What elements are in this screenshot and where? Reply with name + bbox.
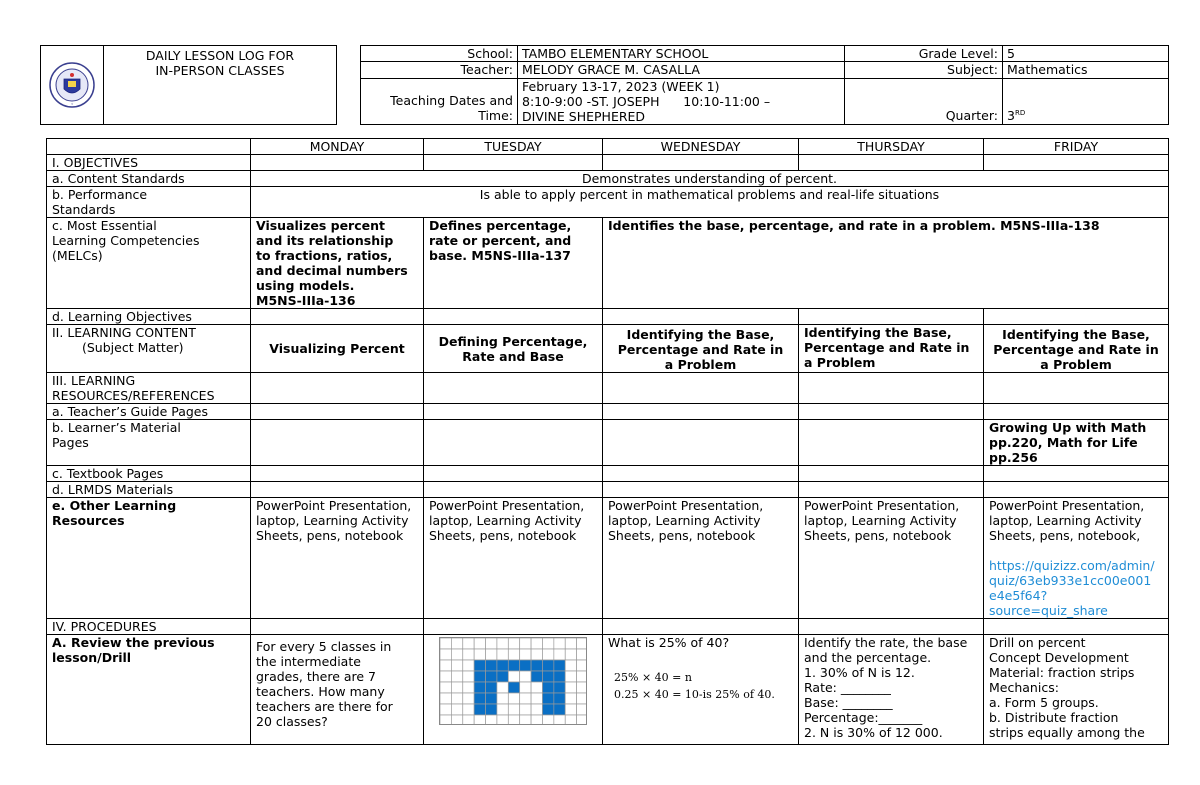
grid-cell [486,682,497,693]
grid-cell [508,660,519,671]
grid-cell [451,649,462,660]
grid-cell [520,649,531,660]
table-row [47,139,1169,155]
other-resources-thursday: PowerPoint Presentation, laptop, Learning Activity Sheets, pens, notebook [799,498,984,619]
grid-cell [531,715,542,725]
grid-cell [451,682,462,693]
melcs-monday: Visualizes percent and its relationship to fractions, ratios, and decimal numbers using models. M5NS-IIIa-136 [251,218,424,309]
content-standards-label: a. Content Standards [47,171,251,187]
learning-objectives-label: d. Learning Objectives [47,309,251,325]
review-wednesday: What is 25% of 40? 25% × 40 = n 0.25 × 40 = 10-is 25% of 40. [603,635,799,745]
dates-value: February 13-17, 2023 (WEEK 1) 8:10-9:00 -ST. JOSEPH 10:10-11:00 – DIVINE SHEPHERED [518,79,845,125]
table-row [47,155,1169,171]
grid-cell [542,715,553,725]
grid-cell [474,693,485,704]
grid-cell [463,682,474,693]
table-row [47,187,1169,218]
grid-cell [577,660,587,671]
grid-cell [508,693,519,704]
grid-cell [463,660,474,671]
svg-text:☼: ☼ [70,102,74,106]
grid-cell [542,693,553,704]
grid-cell [577,649,587,660]
melcs-wed-fri: Identifies the base, percentage, and rate in a problem. M5NS-IIIa-138 [603,218,1169,309]
grid-cell [497,693,508,704]
review-friday: Drill on percent Concept Development Material: fraction strips Mechanics: a. Form 5 groups. b. Distribute fraction strips equally among the [984,635,1169,745]
table-row [47,404,1169,420]
grid-cell [440,660,451,671]
grid-cell [440,638,451,649]
other-resources-wednesday: PowerPoint Presentation, laptop, Learning Activity Sheets, pens, notebook [603,498,799,619]
grid-cell [451,704,462,715]
grid-cell [474,638,485,649]
grid-cell [508,704,519,715]
grid-cell [451,638,462,649]
grid-cell [577,693,587,704]
table-row [47,635,1169,745]
grid-cell [474,682,485,693]
learning-content-wednesday: Identifying the Base, Percentage and Rate in a Problem [603,325,799,373]
content-standards-value: Demonstrates understanding of percent. [251,171,1169,187]
grid-cell [520,693,531,704]
header-gap [337,46,361,125]
teachers-guide-label: a. Teacher’s Guide Pages [47,404,251,420]
grid-cell [554,682,565,693]
grid-cell [554,638,565,649]
grid-cell [520,715,531,725]
grid-cell [440,704,451,715]
melcs-tuesday: Defines percentage, rate or percent, and base. M5NS-IIIa-137 [424,218,603,309]
day-friday: FRIDAY [984,139,1169,155]
grid-cell [463,693,474,704]
grid-cell [577,671,587,682]
grid-cell [542,649,553,660]
grid-cell [531,671,542,682]
performance-standards-label: b. Performance Standards [47,187,251,218]
learning-content-monday: Visualizing Percent [251,325,424,373]
teacher-value: MELODY GRACE M. CASALLA [518,62,845,79]
percent-equation: 25% × 40 = n 0.25 × 40 = 10-is 25% of 40. [614,671,775,701]
grid-cell [463,638,474,649]
grid-cell [497,671,508,682]
grid-cell [497,649,508,660]
grid-cell [554,660,565,671]
quarter-label: Quarter: [845,79,1003,125]
grid-cell [474,704,485,715]
lrmds-label: d. LRMDS Materials [47,482,251,498]
percent-grid-model [439,637,587,725]
grid-cell [486,638,497,649]
lesson-log-table [46,138,1169,745]
performance-standards-value: Is able to apply percent in mathematical problems and real-life situations [251,187,1169,218]
grid-cell [565,693,576,704]
grid-cell [565,715,576,725]
grid-cell [474,649,485,660]
grid-cell [565,671,576,682]
table-row [47,420,1169,466]
grid-cell [565,649,576,660]
grid-cell [577,715,587,725]
grid-cell [440,649,451,660]
learning-content-tuesday: Defining Percentage, Rate and Base [424,325,603,373]
subject-value: Mathematics [1003,62,1169,79]
table-row [47,619,1169,635]
school-label: School: [361,46,518,62]
other-resources-friday: PowerPoint Presentation, laptop, Learning Activity Sheets, pens, notebook, https://quizizz.com/admin/ quiz/63eb933e1cc00e001 e4e5f64? source=quiz_share [984,498,1169,619]
table-row [47,218,1169,309]
grade-label: Grade Level: [845,46,1003,62]
grid-cell [486,704,497,715]
grid-cell [554,704,565,715]
grid-cell [497,704,508,715]
grid-cell [531,704,542,715]
learning-content-label: II. LEARNING CONTENT (Subject Matter) [47,325,251,373]
table-row [47,466,1169,482]
learning-content-thursday: Identifying the Base, Percentage and Rate in a Problem [799,325,984,373]
grid-cell [577,638,587,649]
review-thursday: Identify the rate, the base and the percentage. 1. 30% of N is 12. Rate: ________ Base: ________ Percentage:_______ 2. N is 30% of 12 000. [799,635,984,745]
grid-cell [554,693,565,704]
grid-cell [554,671,565,682]
grid-cell [451,671,462,682]
grid-cell [486,693,497,704]
grid-cell [565,638,576,649]
learners-material-friday: Growing Up with Math pp.220, Math for Life pp.256 [984,420,1169,466]
textbook-label: c. Textbook Pages [47,466,251,482]
grid-cell [565,704,576,715]
grid-cell [486,715,497,725]
grid-cell [474,715,485,725]
grid-cell [542,682,553,693]
grid-cell [531,693,542,704]
grid-cell [554,649,565,660]
grid-cell [486,660,497,671]
table-row [47,498,1169,619]
other-resources-tuesday: PowerPoint Presentation, laptop, Learning Activity Sheets, pens, notebook [424,498,603,619]
grid-cell [508,671,519,682]
grid-cell [531,649,542,660]
grid-cell [542,671,553,682]
seal-cell [41,46,104,125]
grid-cell [520,660,531,671]
grid-cell [440,682,451,693]
day-wednesday: WEDNESDAY [603,139,799,155]
grid-cell [531,638,542,649]
grid-cell [451,693,462,704]
table-row [47,325,1169,373]
grid-cell [508,638,519,649]
grid-cell [463,715,474,725]
grid-cell [463,649,474,660]
grid-cell [542,704,553,715]
melcs-label: c. Most Essential Learning Competencies (MELCs) [47,218,251,309]
grid-cell [542,660,553,671]
day-tuesday: TUESDAY [424,139,603,155]
learning-content-friday: Identifying the Base, Percentage and Rate in a Problem [984,325,1169,373]
log-title: DAILY LESSON LOG FOR IN-PERSON CLASSES [104,46,337,125]
grid-cell [497,638,508,649]
school-value: TAMBO ELEMENTARY SCHOOL [518,46,845,62]
grid-cell [474,671,485,682]
grid-cell [565,682,576,693]
day-thursday: THURSDAY [799,139,984,155]
grid-cell [531,682,542,693]
table-row [47,309,1169,325]
grid-cell [451,660,462,671]
grid-cell [440,671,451,682]
procedures-label: IV. PROCEDURES [47,619,251,635]
grid-cell [440,693,451,704]
day-monday: MONDAY [251,139,424,155]
grid-cell [531,660,542,671]
quizizz-link[interactable]: https://quizizz.com/admin/ quiz/63eb933e1cc00e001 e4e5f64? source=quiz_share [989,558,1155,618]
quarter-value: 3RD [1003,79,1169,125]
grid-cell [497,715,508,725]
review-monday: For every 5 classes in the intermediate grades, there are 7 teachers. How many teachers are there for 20 classes? [251,635,424,745]
table-row [47,373,1169,404]
grid-cell [520,638,531,649]
dates-label: Teaching Dates and Time: [361,79,518,125]
grid-cell [440,715,451,725]
grid-cell [577,704,587,715]
grid-cell [542,638,553,649]
grid-cell [486,671,497,682]
grid-cell [474,660,485,671]
grid-cell [463,671,474,682]
deped-seal-icon [48,61,96,109]
grid-cell [520,671,531,682]
teacher-label: Teacher: [361,62,518,79]
other-resources-monday: PowerPoint Presentation, laptop, Learning Activity Sheets, pens, notebook [251,498,424,619]
subject-label: Subject: [845,62,1003,79]
objectives-label: I. OBJECTIVES [47,155,251,171]
grid-cell [520,704,531,715]
resources-label: III. LEARNING RESOURCES/REFERENCES [47,373,251,404]
grid-cell [463,704,474,715]
grade-value: 5 [1003,46,1169,62]
grid-cell [508,682,519,693]
learners-material-label: b. Learner’s Material Pages [47,420,251,466]
review-tuesday [424,635,603,745]
grid-cell [451,715,462,725]
table-row [47,482,1169,498]
grid-cell [486,649,497,660]
other-resources-label: e. Other Learning Resources [47,498,251,619]
header-table [40,45,1169,125]
grid-cell [497,682,508,693]
grid-cell [508,649,519,660]
grid-cell [520,682,531,693]
grid-cell [508,715,519,725]
review-label: A. Review the previous lesson/Drill [47,635,251,745]
table-row [47,171,1169,187]
grid-cell [577,682,587,693]
grid-cell [554,715,565,725]
grid-cell [497,660,508,671]
grid-cell [565,660,576,671]
